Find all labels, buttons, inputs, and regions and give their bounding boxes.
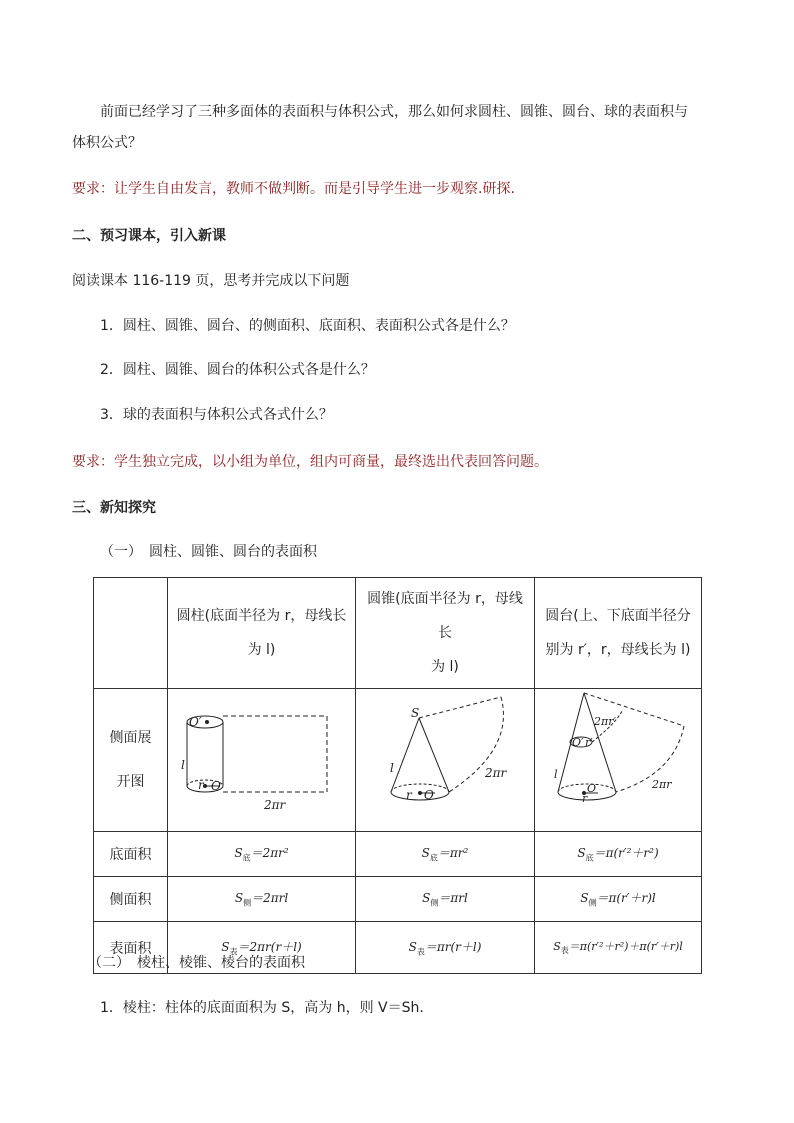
subsection-1-heading: （一） 圆柱、圆锥、圆台的表面积 xyxy=(100,544,317,560)
row-label-net: 侧面展 开图 xyxy=(94,689,168,832)
label-cyl-width: 2πr xyxy=(263,798,285,812)
cylinder-net-svg xyxy=(169,689,355,827)
reading-instruction: 阅读课本 116-119 页，思考并完成以下问题 xyxy=(72,273,350,289)
surface-area-table xyxy=(93,577,702,974)
question-2: 2．圆柱、圆锥、圆台的体积公式各是什么？ xyxy=(100,362,375,378)
label-fr-l: l xyxy=(553,768,558,781)
cone-net-diagram xyxy=(356,689,535,832)
table-corner-cell xyxy=(94,578,168,689)
label-cone-apex: S xyxy=(410,706,419,720)
label-fr-r1: r′ xyxy=(584,736,593,749)
intro-line-1: 前面已经学习了三种多面体的表面积与体积公式，那么如何求圆柱、圆锥、圆台、球的表面积与 xyxy=(100,104,688,120)
frustum-net-svg xyxy=(536,689,701,827)
surface-area-cylinder: $S_表=2\pi r(r+l)$ xyxy=(168,922,356,974)
label-cyl-top: O′ xyxy=(188,715,202,729)
lateral-area-cone: $S_侧=\pi rl$ xyxy=(356,877,535,922)
cone-net-svg xyxy=(357,689,534,827)
requirement-2: 要求：学生独立完成，以小组为单位，组内可商量，最终选出代表回答问题。 xyxy=(72,454,548,470)
base-area-frustum: $S_底=\pi(r'^2+r^2)$ xyxy=(535,832,702,877)
label-cyl-l: l xyxy=(180,758,185,772)
question-3: 3．球的表面积与体积公式各式什么？ xyxy=(100,407,333,423)
label-fr-r: r xyxy=(581,792,587,805)
lateral-area-cylinder: $S_侧=2\pi rl$ xyxy=(168,877,356,922)
label-fr-arc2: 2πr xyxy=(651,778,671,791)
section-2-heading: 二、预习课本，引入新课 xyxy=(72,228,226,244)
requirement-1: 要求：让学生自由发言，教师不做判断。而是引导学生进一步观察.研探. xyxy=(72,181,515,197)
frustum-net-diagram xyxy=(535,689,702,832)
header-frustum: 圆台(上、下底面半径分 别为 r′，r，母线长为 l) xyxy=(535,578,702,689)
header-cone: 圆锥(底面半径为 r，母线长 为 l) xyxy=(356,578,535,689)
cylinder-net-diagram xyxy=(168,689,356,832)
base-area-cylinder: $S_底=2\pi r^2$ xyxy=(168,832,356,877)
row-label-surface: 表面积 xyxy=(94,922,168,974)
label-cone-arc: 2πr xyxy=(484,766,506,780)
surface-area-cone: $S_表=\pi r(r+l)$ xyxy=(356,922,535,974)
label-cyl-r: r xyxy=(197,778,204,792)
prism-statement: 1．棱柱：柱体的底面面积为 S，高为 h，则 V＝Sh. xyxy=(100,1000,424,1016)
label-fr-o: O xyxy=(586,782,596,795)
base-area-cone: $S_底=\pi r^2$ xyxy=(356,832,535,877)
label-fr-arc1: 2πr′ xyxy=(593,715,616,728)
row-label-base: 底面积 xyxy=(94,832,168,877)
label-cone-r: r xyxy=(405,788,412,802)
question-1: 1．圆柱、圆锥、圆台、的侧面积、底面积、表面积公式各是什么？ xyxy=(100,318,515,334)
lateral-area-frustum: $S_侧=\pi(r'+r)l$ xyxy=(535,877,702,922)
surface-area-frustum: $S_表=\pi(r'^2+r^2)+\pi(r'+r)l$ xyxy=(535,922,702,974)
label-fr-top: O′ xyxy=(571,736,584,749)
label-cone-l: l xyxy=(389,761,394,775)
label-cone-o: O xyxy=(423,788,434,802)
section-3-heading: 三、新知探究 xyxy=(72,500,156,516)
header-cylinder: 圆柱(底面半径为 r，母线长 为 l) xyxy=(168,578,356,689)
intro-line-2: 体积公式？ xyxy=(72,135,142,151)
subsection-2-heading: （二） 棱柱、棱锥、棱台的表面积 xyxy=(88,955,305,971)
row-label-lateral: 侧面积 xyxy=(94,877,168,922)
label-cyl-bottom: O xyxy=(210,779,221,793)
